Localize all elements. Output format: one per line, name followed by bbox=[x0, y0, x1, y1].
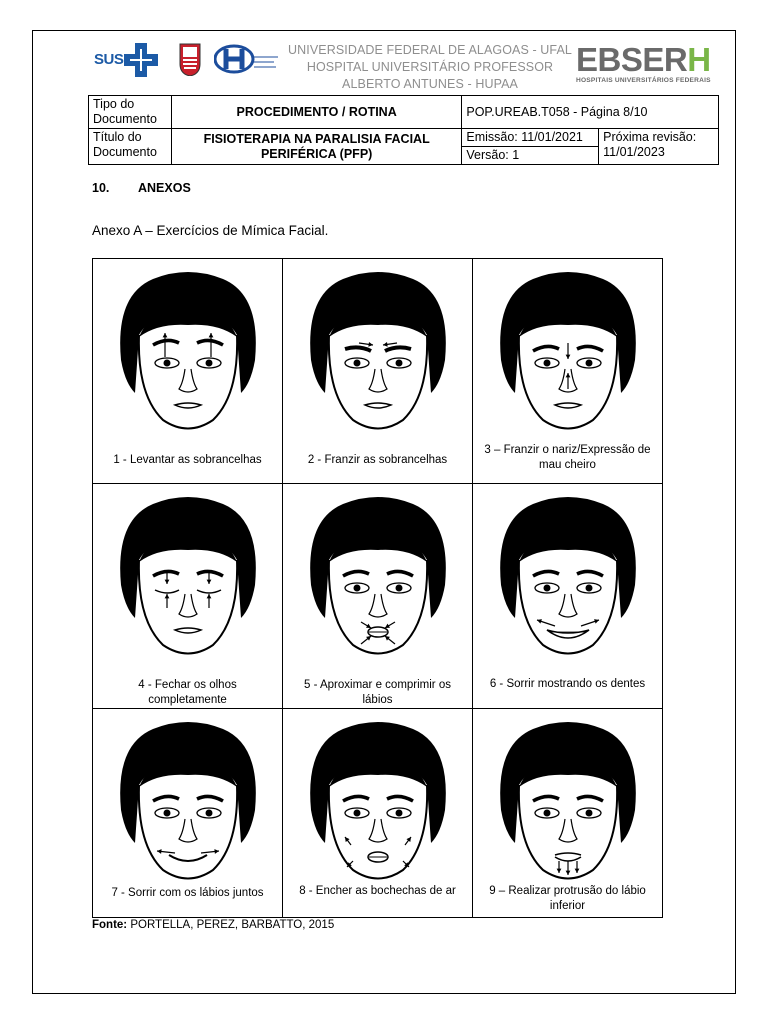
source-text: PORTELLA, PEREZ, BARBATTO, 2015 bbox=[127, 919, 335, 931]
exercise-caption: 3 – Franzir o nariz/Expressão de mau cheiro bbox=[484, 444, 651, 471]
titulo-value: FISIOTERAPIA NA PARALISIA FACIAL PERIFÉRICA (PFP) bbox=[171, 129, 461, 165]
face-illustration bbox=[113, 490, 263, 665]
exercise-cell-6 bbox=[473, 484, 662, 709]
sus-label: SUS bbox=[94, 51, 124, 68]
exercise-cell-1 bbox=[93, 259, 283, 484]
exercise-cell-4 bbox=[93, 484, 283, 709]
source-line bbox=[92, 919, 334, 931]
exercise-caption: 5 - Aproximar e comprimir os lábios bbox=[304, 679, 451, 706]
hupaa-logo-icon bbox=[214, 43, 280, 75]
document-info-table bbox=[88, 95, 719, 165]
university-header bbox=[282, 42, 578, 93]
exercise-cell-5 bbox=[283, 484, 473, 709]
university-line-3: ALBERTO ANTUNES - HUPAA bbox=[342, 77, 518, 91]
face-illustration bbox=[303, 490, 453, 665]
ebserh-word: EBSER bbox=[576, 41, 688, 78]
sus-cross-icon bbox=[124, 43, 158, 77]
ebserh-letter: H bbox=[687, 41, 711, 78]
titulo-label: Título do Documento bbox=[89, 129, 172, 165]
annex-title: Anexo A – Exercícios de Mímica Facial. bbox=[92, 223, 329, 238]
university-line-1: UNIVERSIDADE FEDERAL DE ALAGOAS - UFAL bbox=[288, 43, 572, 57]
source-label: Fonte: bbox=[92, 919, 128, 931]
section-number: 10. bbox=[92, 181, 110, 195]
exercise-grid bbox=[92, 258, 663, 918]
exercise-caption: 6 - Sorrir mostrando os dentes bbox=[489, 678, 646, 690]
ebserh-subtitle: HOSPITAIS UNIVERSITÁRIOS FEDERAIS bbox=[576, 77, 711, 84]
exercise-cell-9 bbox=[473, 709, 662, 917]
proxima-revisao: Próxima revisão: 11/01/2023 bbox=[599, 129, 719, 165]
university-line-2: HOSPITAL UNIVERSITÁRIO PROFESSOR bbox=[306, 60, 554, 74]
exercise-cell-3 bbox=[473, 259, 662, 484]
face-illustration bbox=[113, 265, 263, 440]
code-page: POP.UREAB.T058 - Página 8/10 bbox=[462, 96, 719, 129]
section-title: ANEXOS bbox=[138, 181, 191, 195]
exercise-caption: 7 - Sorrir com os lábios juntos bbox=[111, 887, 264, 899]
face-illustration bbox=[113, 715, 263, 890]
sus-logo bbox=[94, 43, 164, 77]
face-illustration bbox=[493, 715, 643, 890]
section-heading bbox=[92, 181, 191, 195]
face-illustration bbox=[303, 265, 453, 440]
ufal-crest-icon bbox=[178, 42, 202, 76]
exercise-caption: 2 - Franzir as sobrancelhas bbox=[307, 454, 448, 466]
exercise-cell-8 bbox=[283, 709, 473, 917]
exercise-caption: 8 - Encher as bochechas de ar bbox=[299, 885, 456, 897]
face-illustration bbox=[303, 715, 453, 890]
exercise-caption: 1 - Levantar as sobrancelhas bbox=[113, 454, 262, 466]
face-illustration bbox=[493, 265, 643, 440]
exercise-caption: 4 - Fechar os olhos completamente bbox=[138, 679, 237, 706]
exercise-caption: 9 – Realizar protrusão do lábio inferior bbox=[489, 885, 646, 912]
ebserh-logo bbox=[576, 41, 718, 84]
emissao: Emissão: 11/01/2021 bbox=[462, 129, 599, 147]
tipo-label: Tipo do Documento bbox=[89, 96, 172, 129]
tipo-value: PROCEDIMENTO / ROTINA bbox=[171, 96, 461, 129]
versao: Versão: 1 bbox=[462, 147, 599, 165]
exercise-cell-7 bbox=[93, 709, 283, 917]
exercise-cell-2 bbox=[283, 259, 473, 484]
face-illustration bbox=[493, 490, 643, 665]
